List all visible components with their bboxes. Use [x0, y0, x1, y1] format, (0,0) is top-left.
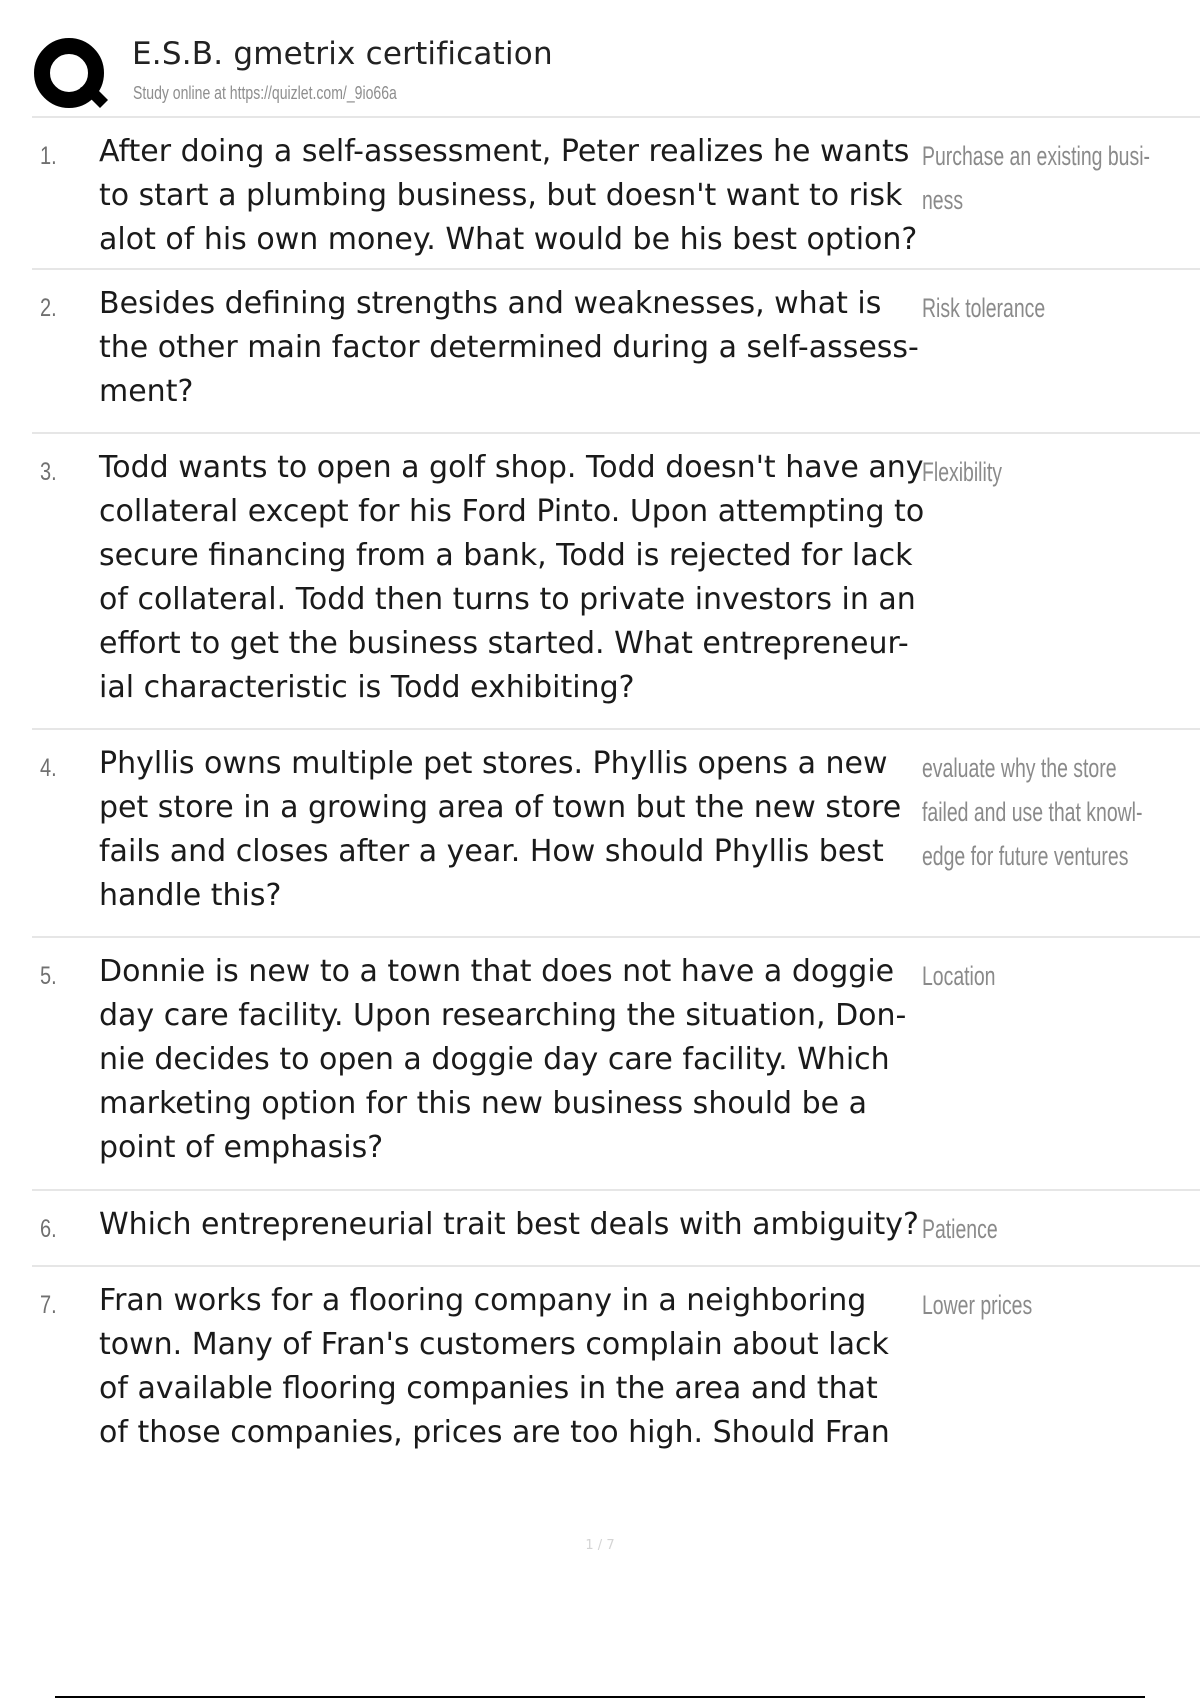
card-answer: Risk tolerance [922, 293, 1046, 323]
document-title: E.S.B. gmetrix certification [132, 36, 553, 72]
flashcard-row [32, 434, 1200, 730]
card-question: Todd wants to open a golf shop. Todd doesn't have any collateral except for his Ford Pinto. Upon attempting to secure financing from a bank, Todd is rejected for lack of collateral. Todd then turns to private investors in an effort to get the business started. What entrepreneur- ial characteristic is Todd exhibiting? [99, 450, 925, 705]
card-question: Which entrepreneurial trait best deals with ambiguity? [99, 1207, 919, 1242]
quizlet-logo-icon [32, 36, 110, 114]
card-question: Besides defining strengths and weaknesses, what is the other main factor determined during a self-assess- ment? [99, 286, 919, 409]
card-number: 1. [40, 142, 57, 170]
card-answer: Patience [922, 1214, 998, 1244]
flashcard-row [32, 730, 1200, 938]
card-number: 2. [40, 294, 57, 322]
flashcard-row [32, 938, 1200, 1191]
card-question: Phyllis owns multiple pet stores. Phyllis opens a new pet store in a growing area of town but the new store fails and closes after a year. How should Phyllis best handle this? [99, 746, 902, 913]
card-answer: evaluate why the store failed and use that knowl- edge for future ventures [922, 753, 1143, 871]
card-answer: Flexibility [922, 457, 1002, 487]
footer-divider [55, 1696, 1145, 1698]
card-number: 7. [40, 1291, 57, 1319]
card-question: After doing a self-assessment, Peter realizes he wants to start a plumbing business, but doesn't want to risk alot of his own money. What would be his best option? [99, 134, 918, 257]
card-answer: Location [922, 961, 996, 991]
page-indicator: 1 / 7 [585, 1538, 615, 1553]
document-header [32, 30, 1200, 116]
flashcard-list [32, 118, 1200, 1467]
card-number: 3. [40, 458, 57, 486]
flashcard-row [32, 1267, 1200, 1467]
card-question: Fran works for a flooring company in a neighboring town. Many of Fran's customers complain about lack of available flooring companies in the area and that of those companies, prices are too high. Should Fran [99, 1283, 890, 1450]
card-number: 4. [40, 754, 57, 782]
card-question: Donnie is new to a town that does not have a doggie day care facility. Upon researching the situation, Don- nie decides to open a doggie day care facility. Which marketing option for this new business should be a point of emphasis? [99, 954, 907, 1165]
flashcard-row [32, 118, 1200, 270]
study-online-link[interactable]: Study online at https://quizlet.com/_9io66a [133, 83, 397, 103]
card-number: 5. [40, 962, 57, 990]
card-answer: Purchase an existing busi- ness [922, 141, 1151, 215]
flashcard-row [32, 270, 1200, 434]
card-answer: Lower prices [922, 1290, 1033, 1320]
flashcard-row [32, 1191, 1200, 1267]
card-number: 6. [40, 1215, 57, 1243]
